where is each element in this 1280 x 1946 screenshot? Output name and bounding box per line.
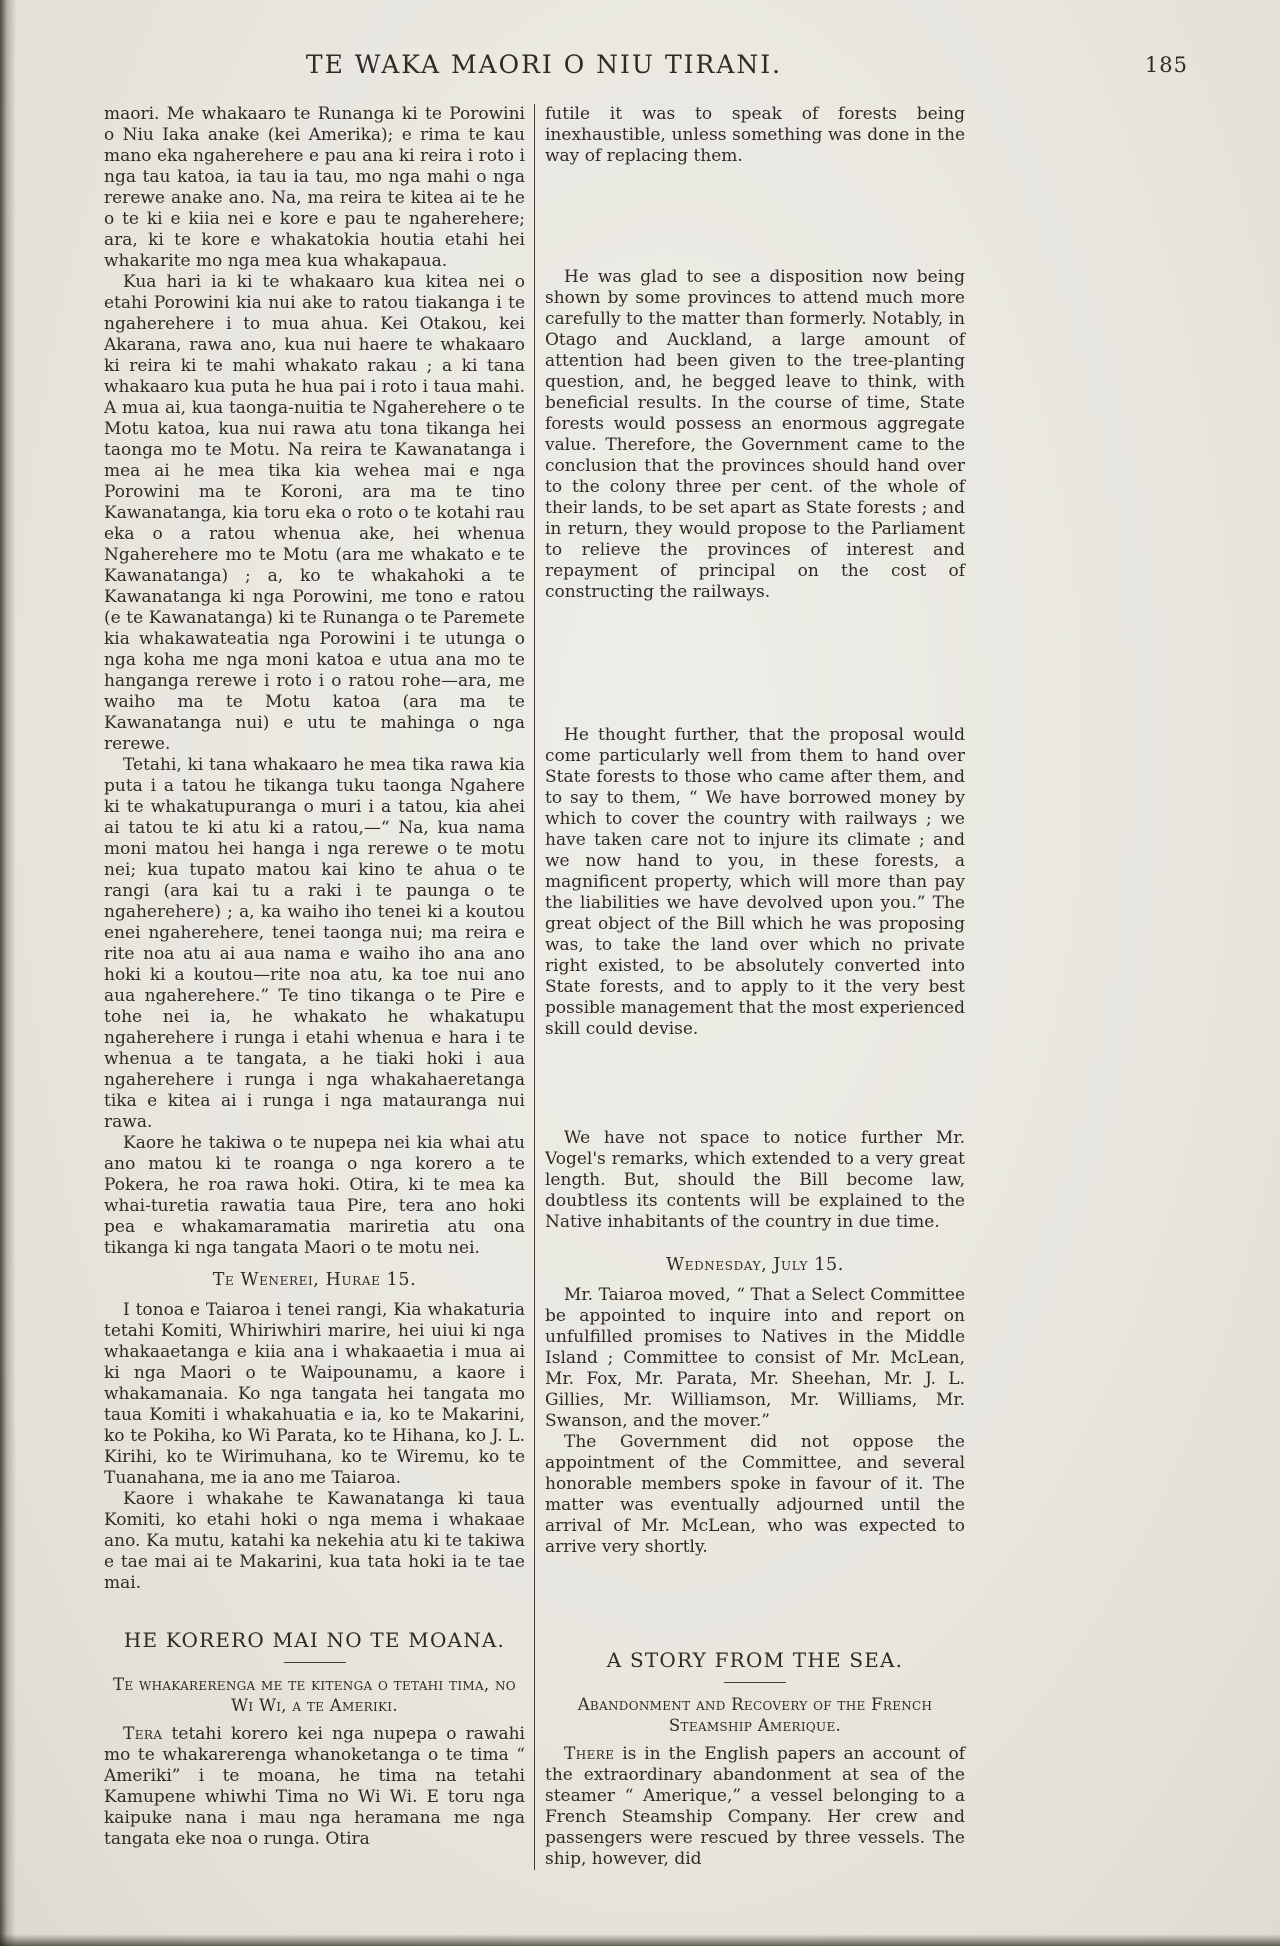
left-column-maori [104,104,534,1870]
paragraph-text: tetahi korero kei nga nupepa o rawahi mo te whakarerenga whanoketanga o te tima “ Ameriki” i te moana, he tima na tetahi Kamupene whiwhi Tima no Wi Wi. E toru nga kaipuke nana i mau nga heramana me nga tangata eke noa o runga. Otira [104,1724,525,1849]
page-number: 185 [1144,53,1188,77]
section-title: HE KORERO MAI NO TE MOANA. [123,1628,506,1652]
paragraph: We have not space to notice further Mr. Vogel's remarks, which extended to a very great length. But, should the Bill become law, doubtless its contents will be explained to the Native inhabitants of the country in due time. [545,1128,965,1232]
paragraph: He was glad to see a disposition now being shown by some provinces to attend much more carefully to the matter than formerly. Notably, in Otago and Auckland, a large amount of attention had been given to the tree-planting question, and, he begged leave to think, with beneficial results. In the course of time, State forests would possess an enormous aggregate value. Therefore, the Government came to the conclusion that the provinces should hand over to the colony three per cent. of the whole of their lands, to be set apart as State forests ; and in return, they would propose to the Parliament to relieve the provinces of interest and repayment of principal on the cost of constructing the railways. [545,267,965,602]
lead-word: There [564,1744,615,1764]
section-rule [724,1682,786,1683]
paragraph: Mr. Taiaroa moved, “ That a Select Committee be appointed to inquire into and report on unfulfilled promises to Natives in the Middle Island ; Committee to consist of Mr. McLean, Mr. Fox, Mr. Parata, Mr. Sheehan, Mr. J. L. Gillies, Mr. Williamson, Mr. Williams, Mr. Swanson, and the mover.” [545,1285,965,1431]
paragraph [545,1744,965,1870]
section-subheading: Te whakarerenga me te kitenga o tetahi tima, no Wi Wi, a te Ameriki. [113,1675,516,1715]
section-rule [284,1662,346,1663]
date-heading: Wednesday, July 15. [666,1255,844,1275]
paragraph: maori. Me whakaaro te Runanga ki te Porowini o Niu Iaka anake (kei Amerika); e rima te kau mano eka ngaherehere e pau ana ki reira i roto i nga tau katoa, ia tau ia tau, mo nga mahi o nga rerewe anake ano. Na, ma reira te kitea ai te he o te ki e kiia nei e kore e pau te ngaherehere; ara, ki te kore e whakatokia houtia etahi hei whakarite mo nga mea kua whakapaua. [104,104,525,271]
scan-edge-bottom [0,1934,1280,1946]
paragraph: Kaore he takiwa o te nupepa nei kia whai atu ano matou ki te roanga o nga korero a te Pokera, he roa rawa hoki. Otira, ki te mea ka whai-turetia rawatia taua Pire, tera ano hoki pea e whakamaramatia mariretia atu ona tikanga ki nga tangata Maori o te motu nei. [104,1133,525,1258]
masthead [0,0,1280,96]
paragraph: I tonoa e Taiaroa i tenei rangi, Kia whakaturia tetahi Komiti, Whiriwhiri marire, hei uiui ki nga whakaaetanga e kiia ana i whakaaetia i mua ai ki nga Maori o te Waipounamu, a kaore i whakamanaia. Ko nga tangata hei tangata mo taua Komiti i whakahuatia e ia, ko te Makarini, ko te Pokiha, ko Wi Parata, ko te Hihana, ko J. L. Kirihi, ko te Wirimuhana, ko te Wiremu, ko te Tuanahana, me ia ano me Taiaroa. [104,1300,525,1488]
section-title: A STORY FROM THE SEA. [606,1648,904,1672]
paragraph-text: is in the English papers an account of the extraordinary abandonment at sea of the steamer “ Amerique,” a vessel belonging to a French Steamship Company. Her crew and passengers were rescued by three vessels. The ship, however, did [545,1744,965,1869]
section-subheading: Abandonment and Recovery of the French Steamship Amerique. [577,1695,933,1735]
paragraph: The Government did not oppose the appointment of the Committee, and several honorable members spoke in favour of it. The matter was eventually adjourned until the arrival of Mr. McLean, who was expected to arrive very shortly. [545,1432,965,1557]
lead-word: Tera [123,1724,163,1744]
paragraph: futile it was to speak of forests being inexhaustible, unless something was done in the way of replacing them. [545,104,965,166]
paragraph: He thought further, that the proposal would come particularly well from them to hand over State forests to those who came after them, and to say to them, “ We have borrowed money by which to cover the country with railways ; we have taken care not to injure its climate ; and we now hand to you, in these forests, a magnificent property, which will more than pay the liabilities we have devolved upon you.” The great object of the Bill which he was proposing was, to take the land over which no private right existed, to be absolutely converted into State forests, and to apply to it the very best possible management that the most experienced skill could devise. [545,725,965,1039]
right-column-english [535,104,965,1870]
date-heading: Te Wenerei, Hurae 15. [212,1270,417,1290]
paragraph: Kaore i whakahe te Kawanatanga ki taua Komiti, ko etahi hoki o nga mema i whakaae ano. Ka mutu, katahi ka nekehia atu ki te takiwa e tae mai ai te Makarini, kua tata hoki ia te tae mai. [104,1489,525,1593]
paragraph: Kua hari ia ki te whakaaro kua kitea nei o etahi Porowini kia nui ake to ratou tiakanga i te ngaherehere i to mua ahua. Kei Otakou, kei Akarana, rawa ano, kua nui haere te whakaaro ki reira ki te mahi whakato rakau ; a ki tana whakaaro kua puta he hua pai i roto i taua mahi. A mua ai, kua taonga-nuitia te Ngaherehere o te Motu katoa, kua nui rawa atu tona tikanga hei taonga mo te Motu. Na reira te Kawanatanga i mea ai he mea tika kia wehea mai e nga Porowini ma te Koroni, ara ma te tino Kawanatanga, kia toru eka o roto o te kotahi rau eka o a ratou whenua ake, hei whenua Ngaherehere mo te Motu (ara me whakato e te Kawanatanga) ; a, ko te whakahoki a te Kawanatanga ki nga Porowini, me tono e ratou (e te Kawanatanga) ki te Runanga o te Paremete kia whakawateatia nga Porowini i te utunga o nga koha me nga moni katoa e utua ana mo te hanganga rerewe i roto i o ratou rohe—ara, me waiho ma te Motu katoa (ara ma te Kawanatanga nui) e utu te mahinga o nga rerewe. [104,272,525,754]
masthead-title: TE WAKA MAORI O NIU TIRANI. [305,50,783,79]
paragraph: Tetahi, ki tana whakaaro he mea tika rawa kia puta i a tatou he tikanga tuku taonga Ngahere ki te whakatupuranga o muri i a tatou, kia ahei ai tatou te ki atu ki a ratou,—“ Na, kua nama moni matou hei hanga i nga rerewe o te motu nei; kua tupato matou kai kino te ahua o te rangi (ara kai tu a raki i te paunga o te ngaherehere) ; a, ka waiho iho tenei ki a koutou enei ngaherehere, tenei taonga nui; ma reira e rite noa atu ai aua nama e waiho iho ana ano hoki ki a koutou—rite noa atu, ka toe nui ano aua ngaherehere.” Te tino tikanga o te Pire e tohe nei ia, he whakato he whakatupu ngaherehere i runga i etahi whenua e hara i te whenua a te tangata, a he tiaki hoki i aua ngaherehere i runga i nga whakahaeretanga tika e kitea ai i runga i nga matauranga nui rawa. [104,755,525,1132]
text-columns [104,104,984,1870]
scan-edge-left [0,0,16,1946]
paragraph [104,1724,525,1850]
